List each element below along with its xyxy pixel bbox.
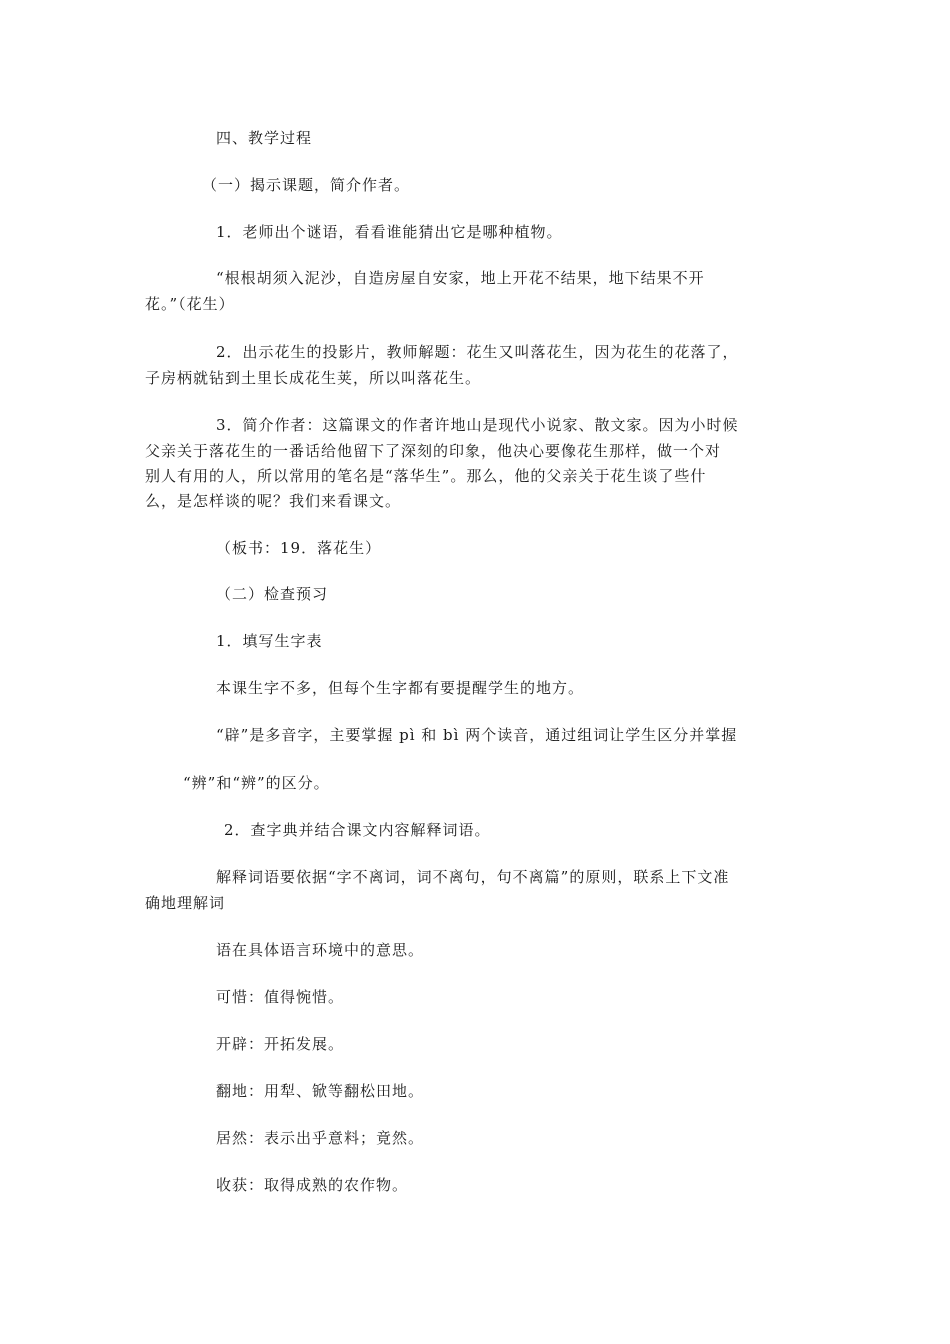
paragraph: 本课生字不多，但每个生字都有要提醒学生的地方。 bbox=[216, 679, 585, 697]
paragraph: 2．查字典并结合课文内容解释词语。 bbox=[224, 821, 491, 839]
vocabulary-item: 可惜：值得惋惜。 bbox=[216, 988, 345, 1006]
paragraph-line: 3．简介作者：这篇课文的作者许地山是现代小说家、散文家。因为小时候 bbox=[216, 416, 739, 434]
paragraph: 1．填写生字表 bbox=[216, 632, 323, 650]
subsection-heading: （二）检查预习 bbox=[216, 585, 329, 603]
paragraph-line: 父亲关于落花生的一番话给他留下了深刻的印象，他决心要像花生那样，做一个对 bbox=[145, 442, 722, 460]
paragraph: 语在具体语言环境中的意思。 bbox=[216, 941, 425, 959]
vocabulary-item: 收获：取得成熟的农作物。 bbox=[216, 1176, 409, 1194]
paragraph-line: “辟”是多音字，主要掌握 pì 和 bì 两个读音，通过组词让学生区分并掌握 bbox=[216, 726, 738, 744]
board-note: （板书：19．落花生） bbox=[216, 539, 382, 557]
paragraph: 1．老师出个谜语，看看谁能猜出它是哪种植物。 bbox=[216, 223, 563, 241]
riddle-line: 花。”（花生） bbox=[145, 295, 235, 313]
riddle-line: “根根胡须入泥沙，自造房屋自安家，地上开花不结果，地下结果不开 bbox=[216, 269, 705, 287]
paragraph-line: 别人有用的人，所以常用的笔名是“落华生”。那么，他的父亲关于花生谈了些什 bbox=[145, 467, 707, 485]
vocabulary-item: 翻地：用犁、锨等翻松田地。 bbox=[216, 1082, 425, 1100]
paragraph-line: “辨”和“辨”的区分。 bbox=[183, 774, 330, 792]
vocabulary-item: 开辟：开拓发展。 bbox=[216, 1035, 345, 1053]
vocabulary-item: 居然：表示出乎意料；竟然。 bbox=[216, 1129, 425, 1147]
paragraph-line: 解释词语要依据“字不离词，词不离句，句不离篇”的原则，联系上下文准 bbox=[216, 868, 730, 886]
paragraph-line: 确地理解词 bbox=[145, 894, 226, 912]
section-heading: 四、教学过程 bbox=[216, 129, 313, 147]
paragraph-line: 么，是怎样谈的呢？我们来看课文。 bbox=[145, 492, 402, 510]
paragraph-line: 2．出示花生的投影片，教师解题：花生又叫落花生，因为花生的花落了， bbox=[216, 343, 739, 361]
paragraph-line: 子房柄就钻到土里长成花生荚，所以叫落花生。 bbox=[145, 369, 482, 387]
subsection-heading: （一）揭示课题，简介作者。 bbox=[202, 176, 411, 194]
